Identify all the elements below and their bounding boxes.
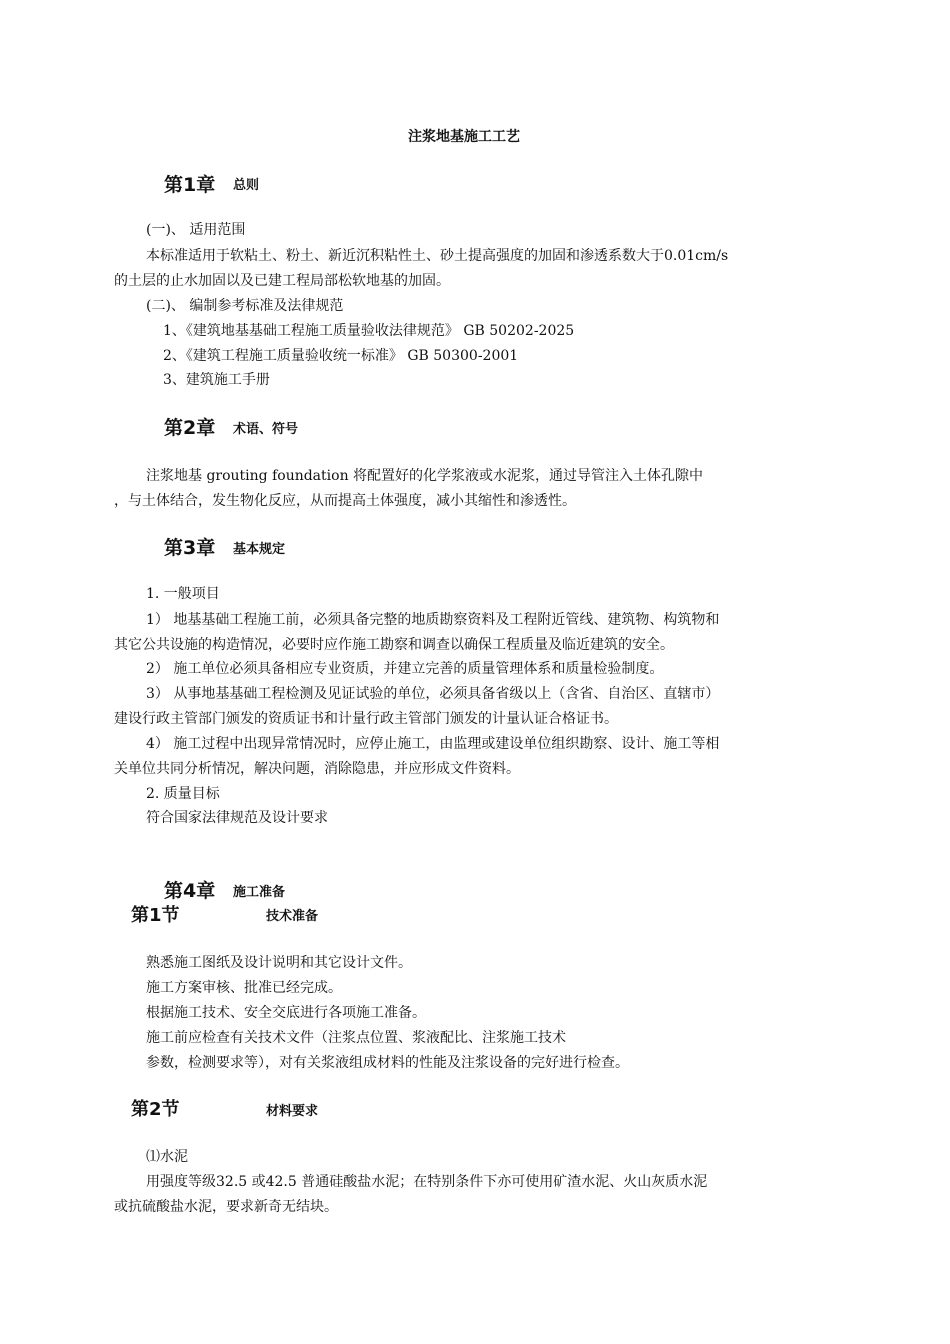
reference-item: 2、《建筑工程施工质量验收统一标准》 GB 50300-2001: [163, 348, 519, 364]
reference-item: 3、建筑施工手册: [163, 372, 270, 388]
chapter-4-name: 施工准备: [233, 885, 286, 900]
paragraph-line: 3） 从事地基基础工程检测及见证试验的单位，必须具备省级以上（含省、自治区、直辖市）: [146, 686, 720, 702]
paragraph-line: 本标准适用于软粘土、粉土、新近沉积粘性土、砂土提高强度的加固和渗透系数大于0.01cm/s: [146, 248, 729, 264]
paragraph-line: 施工前应检查有关技术文件（注浆点位置、浆液配比、注浆施工技术: [146, 1030, 566, 1046]
chapter-2-name: 术语、符号: [233, 422, 299, 437]
paragraph-line: 的土层的止水加固以及已建工程局部松软地基的加固。: [114, 273, 450, 289]
section-1-name: 技术准备: [266, 909, 319, 924]
subheading-general: 1. 一般项目: [146, 586, 220, 602]
paragraph-line: 符合国家法律规范及设计要求: [146, 810, 328, 826]
chapter-1-number: 第1章: [164, 174, 216, 196]
section-2-number: 第2节: [131, 1099, 180, 1120]
chapter-4-number: 第4章: [164, 880, 216, 902]
chapter-1-name: 总则: [233, 178, 260, 193]
chapter-3-number: 第3章: [164, 537, 216, 559]
paragraph-line: 关单位共同分析情况，解决问题，消除隐患，并应形成文件资料。: [114, 761, 520, 777]
section-references-heading: (二)、 编制参考标准及法律规范: [146, 298, 344, 314]
paragraph-line: 其它公共设施的构造情况，必要时应作施工勘察和调查以确保工程质量及临近建筑的安全。: [114, 637, 674, 653]
document-title: 注浆地基施工工艺: [408, 129, 520, 145]
paragraph-line: 参数，检测要求等），对有关浆液组成材料的性能及注浆设备的完好进行检查。: [146, 1055, 629, 1071]
section-scope-heading: (一)、 适用范围: [146, 222, 246, 238]
reference-item: 1、《建筑地基基础工程施工质量验收法律规范》 GB 50202-2025: [163, 323, 575, 339]
paragraph-line: 2） 施工单位必须具备相应专业资质，并建立完善的质量管理体系和质量检验制度。: [146, 661, 664, 677]
paragraph-line: 建设行政主管部门颁发的资质证书和计量行政主管部门颁发的计量认证合格证书。: [114, 711, 618, 727]
chapter-2-number: 第2章: [164, 417, 216, 439]
paragraph-line: 根据施工技术、安全交底进行各项施工准备。: [146, 1005, 426, 1021]
paragraph-line: 1） 地基基础工程施工前，必须具备完整的地质勘察资料及工程附近管线、建筑物、构筑物和: [146, 612, 720, 628]
section-2-name: 材料要求: [266, 1104, 319, 1119]
paragraph-line: 用强度等级32.5 或42.5 普通硅酸盐水泥；在特别条件下亦可使用矿渣水泥、火山灰质水泥: [146, 1174, 708, 1190]
paragraph-line: 施工方案审核、批准已经完成。: [146, 980, 342, 996]
paragraph-line: 注浆地基 grouting foundation 将配置好的化学浆液或水泥浆，通过导管注入土体孔隙中: [146, 468, 704, 484]
section-1-number: 第1节: [131, 905, 180, 926]
chapter-3-name: 基本规定: [233, 542, 286, 557]
subheading-quality: 2. 质量目标: [146, 786, 220, 802]
paragraph-line: 熟悉施工图纸及设计说明和其它设计文件。: [146, 955, 412, 971]
paragraph-line: 4） 施工过程中出现异常情况时，应停止施工，由监理或建设单位组织勘察、设计、施工等相: [146, 736, 720, 752]
paragraph-line: ，与土体结合，发生物化反应，从而提高土体强度，减小其缩性和渗透性。: [114, 493, 576, 509]
paragraph-line: 或抗硫酸盐水泥，要求新奇无结块。: [114, 1199, 338, 1215]
subheading-cement: ⑴水泥: [146, 1149, 188, 1165]
